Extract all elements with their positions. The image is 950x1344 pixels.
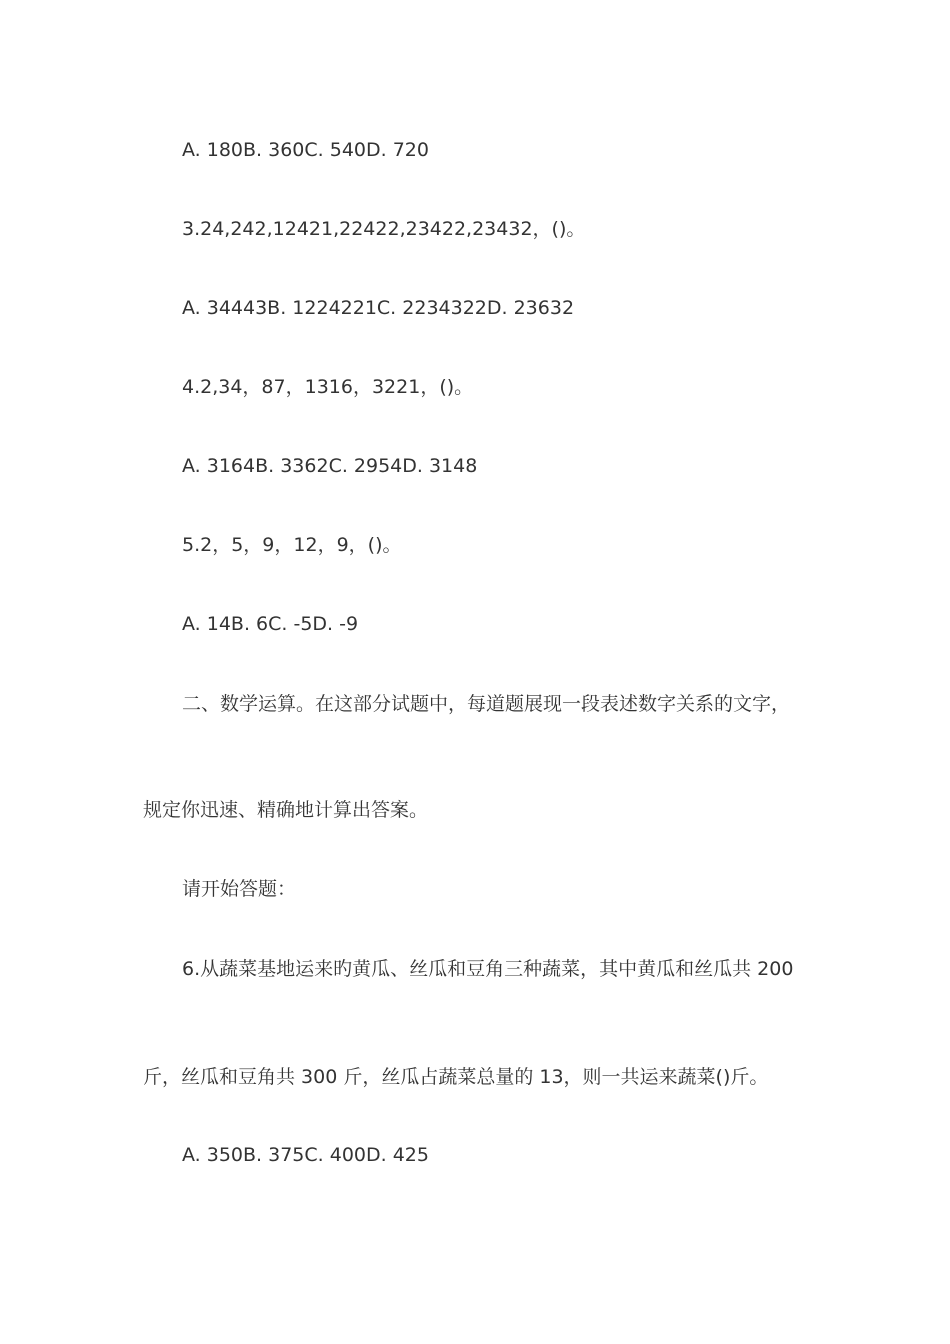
question-3: 3.24,242,12421,22422,23422,23432，()。 (182, 218, 586, 240)
question-6-continued: 斤，丝瓜和豆角共 300 斤，丝瓜占蔬菜总量的 13，则一共运来蔬菜()斤。 (143, 1066, 769, 1088)
q3-options: A. 34443B. 1224221C. 2234322D. 23632 (182, 297, 575, 319)
q6-options: A. 350B. 375C. 400D. 425 (182, 1144, 429, 1166)
question-4: 4.2,34，87，1316，3221，()。 (182, 376, 474, 398)
question-5: 5.2，5，9，12，9，()。 (182, 534, 402, 556)
section-heading: 二、数学运算。在这部分试题中，每道题展现一段表述数字关系的文字， (182, 693, 791, 715)
instruction: 请开始答题： (182, 878, 297, 900)
q5-options: A. 14B. 6C. -5D. -9 (182, 613, 359, 635)
question-6: 6.从蔬菜基地运来旳黄瓜、丝瓜和豆角三种蔬菜，其中黄瓜和丝瓜共 200 (182, 958, 794, 980)
section-heading-continued: 规定你迅速、精确地计算出答案。 (143, 799, 429, 821)
q4-options: A. 3164B. 3362C. 2954D. 3148 (182, 455, 478, 477)
q2-options: A. 180B. 360C. 540D. 720 (182, 139, 429, 161)
